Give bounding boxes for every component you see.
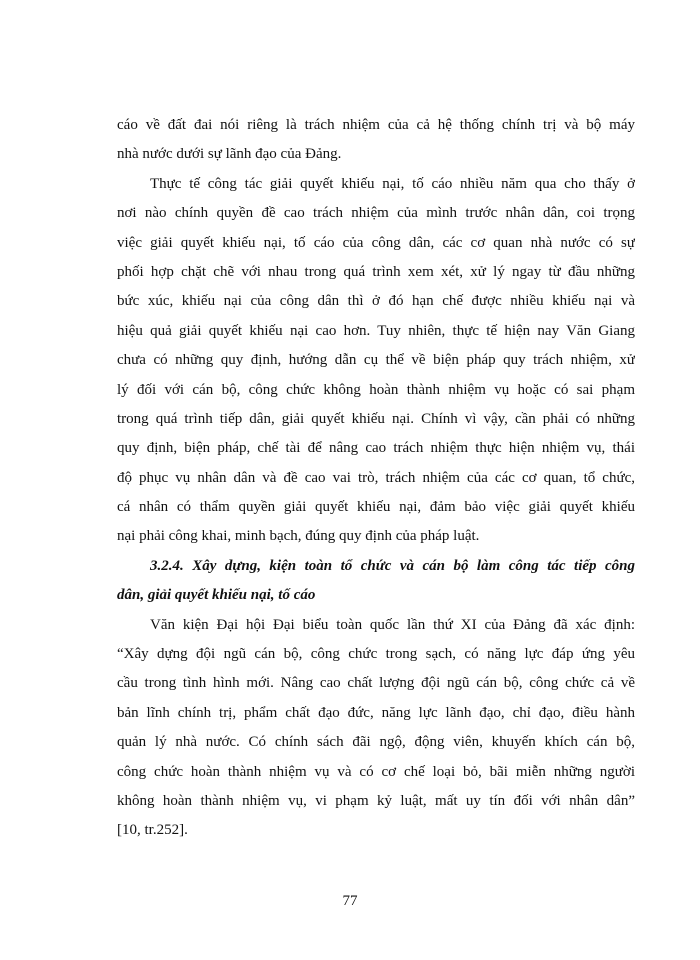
page-number: 77 (342, 893, 358, 909)
text-line: không hoàn thành nhiệm vụ, vi phạm kỷ luật, mất uy tín đối với nhân dân” (117, 792, 635, 809)
text-line: công chức hoàn thành nhiệm vụ và có cơ chế loại bỏ, bãi miễn những người (117, 763, 635, 780)
heading-line: dân, giải quyết khiếu nại, tố cáo (117, 587, 316, 604)
text-line: nại phải công khai, minh bạch, đúng quy định của pháp luật. (117, 528, 480, 545)
section-heading (117, 552, 635, 611)
document-page (117, 111, 635, 846)
text-line: quản lý nhà nước. Có chính sách đãi ngộ, động viên, khuyến khích cán bộ, (117, 734, 635, 751)
text-line: “Xây dựng đội ngũ cán bộ, công chức trong sạch, có năng lực đáp ứng yêu (117, 646, 635, 663)
text-line: Văn kiện Đại hội Đại biểu toàn quốc lần thứ XI của Đảng đã xác định: (150, 616, 635, 633)
paragraph (117, 170, 635, 552)
text-line: cầu trong tình hình mới. Nâng cao chất lượng đội ngũ cán bộ, công chức cả về (117, 675, 635, 692)
text-line: nơi nào chính quyền đề cao trách nhiệm của mình trước nhân dân, coi trọng (117, 205, 635, 222)
text-line: cáo về đất đai nói riêng là trách nhiệm của cả hệ thống chính trị và bộ máy (117, 117, 635, 133)
text-line: hiệu quả giải quyết khiếu nại cao hơn. Tuy nhiên, thực tế hiện nay Văn Giang (117, 322, 635, 339)
text-line: bản lĩnh chính trị, phẩm chất đạo đức, năng lực lãnh đạo, chỉ đạo, điều hành (117, 704, 635, 721)
text-line: phối hợp chặt chẽ với nhau trong quá trình xem xét, xử lý ngay từ đầu những (117, 263, 635, 280)
text-line: lý đối với cán bộ, công chức không hoàn thành nhiệm vụ hoặc có sai phạm (117, 381, 635, 398)
text-line: quy định, biện pháp, chế tài để nâng cao trách nhiệm thực hiện nhiệm vụ, thái (117, 440, 635, 457)
heading-line: 3.2.4. Xây dựng, kiện toàn tổ chức và cán bộ làm công tác tiếp công (150, 557, 635, 574)
paragraph-continued (117, 111, 635, 170)
text-line: Thực tế công tác giải quyết khiếu nại, tố cáo nhiều năm qua cho thấy ở (150, 175, 635, 192)
text-line: trong quá trình tiếp dân, giải quyết khiếu nại. Chính vì vậy, cần phải có những (117, 410, 635, 427)
text-line: việc giải quyết khiếu nại, tố cáo của công dân, các cơ quan nhà nước có sự (117, 234, 635, 251)
text-line: chưa có những quy định, hướng dẫn cụ thể về biện pháp quy trách nhiệm, xử (117, 352, 635, 369)
text-line: độ phục vụ nhân dân và đề cao vai trò, trách nhiệm của các cơ quan, tổ chức, (117, 469, 635, 486)
text-line: [10, tr.252]. (117, 822, 188, 839)
text-line: cá nhân có thẩm quyền giải quyết khiếu nại, đảm bảo việc giải quyết khiếu (117, 499, 635, 516)
text-line: nhà nước dưới sự lãnh đạo của Đảng. (117, 146, 342, 163)
text-line: bức xúc, khiếu nại của công dân thì ở đó hạn chế được nhiều khiếu nại và (117, 293, 635, 310)
paragraph (117, 611, 635, 846)
